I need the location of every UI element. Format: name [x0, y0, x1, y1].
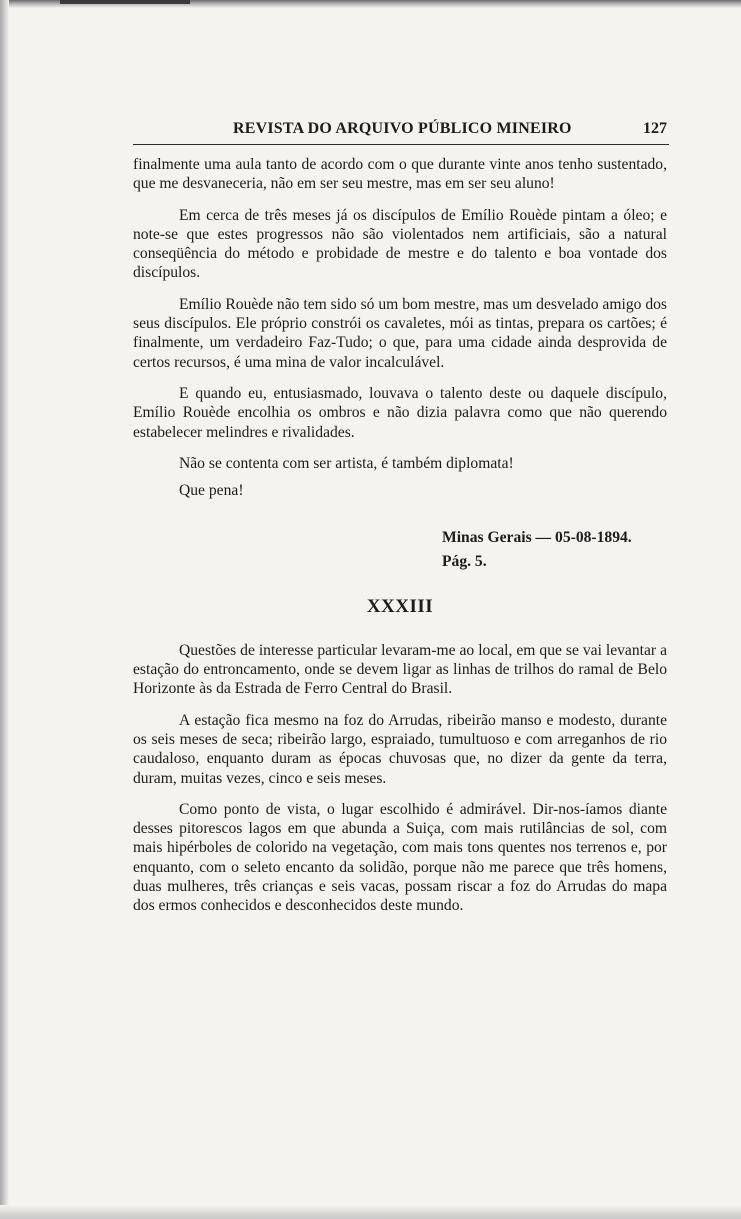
paragraph: Como ponto de vista, o lugar escolhido é admirável. Dir-nos-íamos diante desses pitorescos lagos em que abunda a Suiça, com mais rutilâncias de sol, com mais hipérboles de colorido na vegetação, com mais tons quentes nos terrenos e, por enquanto, com o seleto encanto da solidão, porque não me parece que três homens, duas mulheres, três crianças e seis vacas, possam riscar a foz do Arrudas do mapa dos ermos conhecidos e desconhecidos deste mundo. [133, 800, 667, 915]
citation-page: Pág. 5. [442, 553, 487, 571]
source-citation [442, 526, 667, 574]
paragraph: E quando eu, entusiasmado, louvava o talento deste ou daquele discípulo, Emílio Rouède encolhia os ombros e não dizia palavra como que não querendo estabelecer melindres e rivalidades. [133, 384, 667, 441]
citation-source: Minas Gerais — 05-08-1894. [442, 529, 632, 547]
page-left-edge [0, 0, 9, 1219]
paragraph: Questões de interesse particular levaram-me ao local, em que se vai levantar a estação do entroncamento, onde se devem ligar as linhas de trilhos do ramal de Belo Horizonte às da Estrada de Ferro Central do Brasil. [133, 641, 667, 698]
page-bottom-edge [0, 1205, 741, 1219]
paragraph: Que pena! [179, 482, 244, 500]
page-body [133, 155, 667, 928]
paragraph: Não se contenta com ser artista, é também diplomata! [179, 454, 514, 472]
page-header [133, 118, 669, 145]
paragraph: finalmente uma aula tanto de acordo com o que durante vinte anos tenho sustentado, que me desvaneceria, não em ser seu mestre, mas em ser seu aluno! [133, 156, 667, 193]
paragraph: A estação fica mesmo na foz do Arrudas, ribeirão manso e modesto, durante os seis meses de seca; ribeirão largo, espraiado, tumultuoso e com arreganhos de rio caudaloso, enquanto duram as épocas chuvosas que, no dizer da gente da terra, duram, muitas vezes, cinco e seis meses. [133, 711, 667, 787]
paragraph: Em cerca de três meses já os discípulos de Emílio Rouède pintam a óleo; e note-se que estes progressos não são violentados nem artificiais, são a natural conseqüência do método e probidade de mestre e do talento e boa vontade dos discípulos. [133, 206, 667, 282]
paragraph: Emílio Rouède não tem sido só um bom mestre, mas um desvelado amigo dos seus discípulos. Ele próprio constrói os cavaletes, mói as tintas, prepara os cartões; é finalmente, um verdadeiro Faz-Tudo; o que, para uma cidade ainda desprovida de certos recursos, é uma mina de valor incalculável. [133, 295, 667, 371]
page-number: 127 [643, 120, 667, 137]
running-head: REVISTA DO ARQUIVO PÚBLICO MINEIRO [233, 120, 572, 137]
page-top-edge [0, 0, 741, 8]
section-heading: XXXIII [366, 596, 434, 618]
